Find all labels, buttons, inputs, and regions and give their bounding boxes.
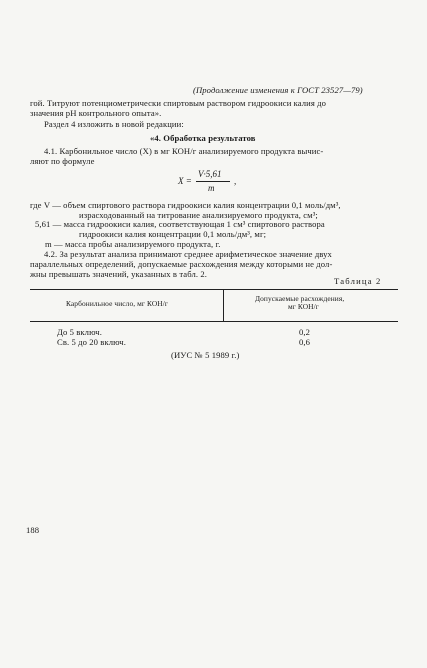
- formula-fraction-bar: [196, 181, 230, 182]
- table-row-1-range: До 5 включ.: [57, 327, 102, 337]
- table-header-col-1: Карбонильное число, мг КОН/г: [66, 299, 168, 308]
- section-heading: «4. Обработка результатов: [150, 133, 256, 143]
- table-header-col-2-line-1: Допускаемые расхождения,: [255, 294, 345, 303]
- body-line-1: гой. Титруют потенциометрически спиртовым раствором гидроокиси калия до: [30, 98, 327, 108]
- paragraph-4-1-line-1: 4.1. Карбонильное число (X) в мг КОН/г анализируемого продукта вычис-: [44, 146, 324, 156]
- formula-lhs: X =: [178, 176, 192, 186]
- paragraph-4-2-line-1: 4.2. За результат анализа принимают среднее арифметическое значение двух: [44, 249, 332, 259]
- body-line-3: Раздел 4 изложить в новой редакции:: [44, 119, 184, 129]
- table-header-col-2-line-2: мг КОН/г: [288, 302, 319, 311]
- where-line-2: израсходованный на титрование анализируемого продукта, см³;: [79, 210, 318, 220]
- table-top-rule: [30, 289, 398, 290]
- body-line-2: значения рН контрольного опыта».: [30, 108, 162, 118]
- page-number: 188: [26, 525, 40, 535]
- table-row-2-range: Св. 5 до 20 включ.: [57, 337, 126, 347]
- table-column-divider: [223, 289, 224, 321]
- table-caption: Таблица 2: [334, 276, 382, 286]
- paragraph-4-2-line-3: жны превышать значений, указанных в табл. 2.: [30, 269, 207, 279]
- where-line-1: где V — объем спиртового раствора гидроокиси калия концентрации 0,1 моль/дм³,: [30, 200, 341, 210]
- formula-denominator: m: [208, 183, 215, 193]
- where-line-3: 5,61 — масса гидроокиси калия, соответствующая 1 см³ спиртового раствора: [35, 219, 325, 229]
- paragraph-4-2-line-2: параллельных определений, допускаемые расхождения между которыми не дол-: [30, 259, 333, 269]
- paragraph-4-1-line-2: ляют по формуле: [30, 156, 95, 166]
- formula-numerator: V·5,61: [198, 169, 222, 179]
- table-row-1-value: 0,2: [299, 327, 311, 337]
- table-row-2-value: 0,6: [299, 337, 311, 347]
- where-line-5: m — масса пробы анализируемого продукта, г.: [45, 239, 221, 249]
- table-header-rule: [30, 321, 398, 322]
- footer-note: (ИУС № 5 1989 г.): [171, 350, 240, 360]
- continuation-header: (Продолжение изменения к ГОСТ 23527—79): [193, 85, 363, 95]
- formula-trailing: ,: [234, 176, 237, 186]
- where-line-4: гидроокиси калия концентрации 0,1 моль/дм³, мг;: [79, 229, 267, 239]
